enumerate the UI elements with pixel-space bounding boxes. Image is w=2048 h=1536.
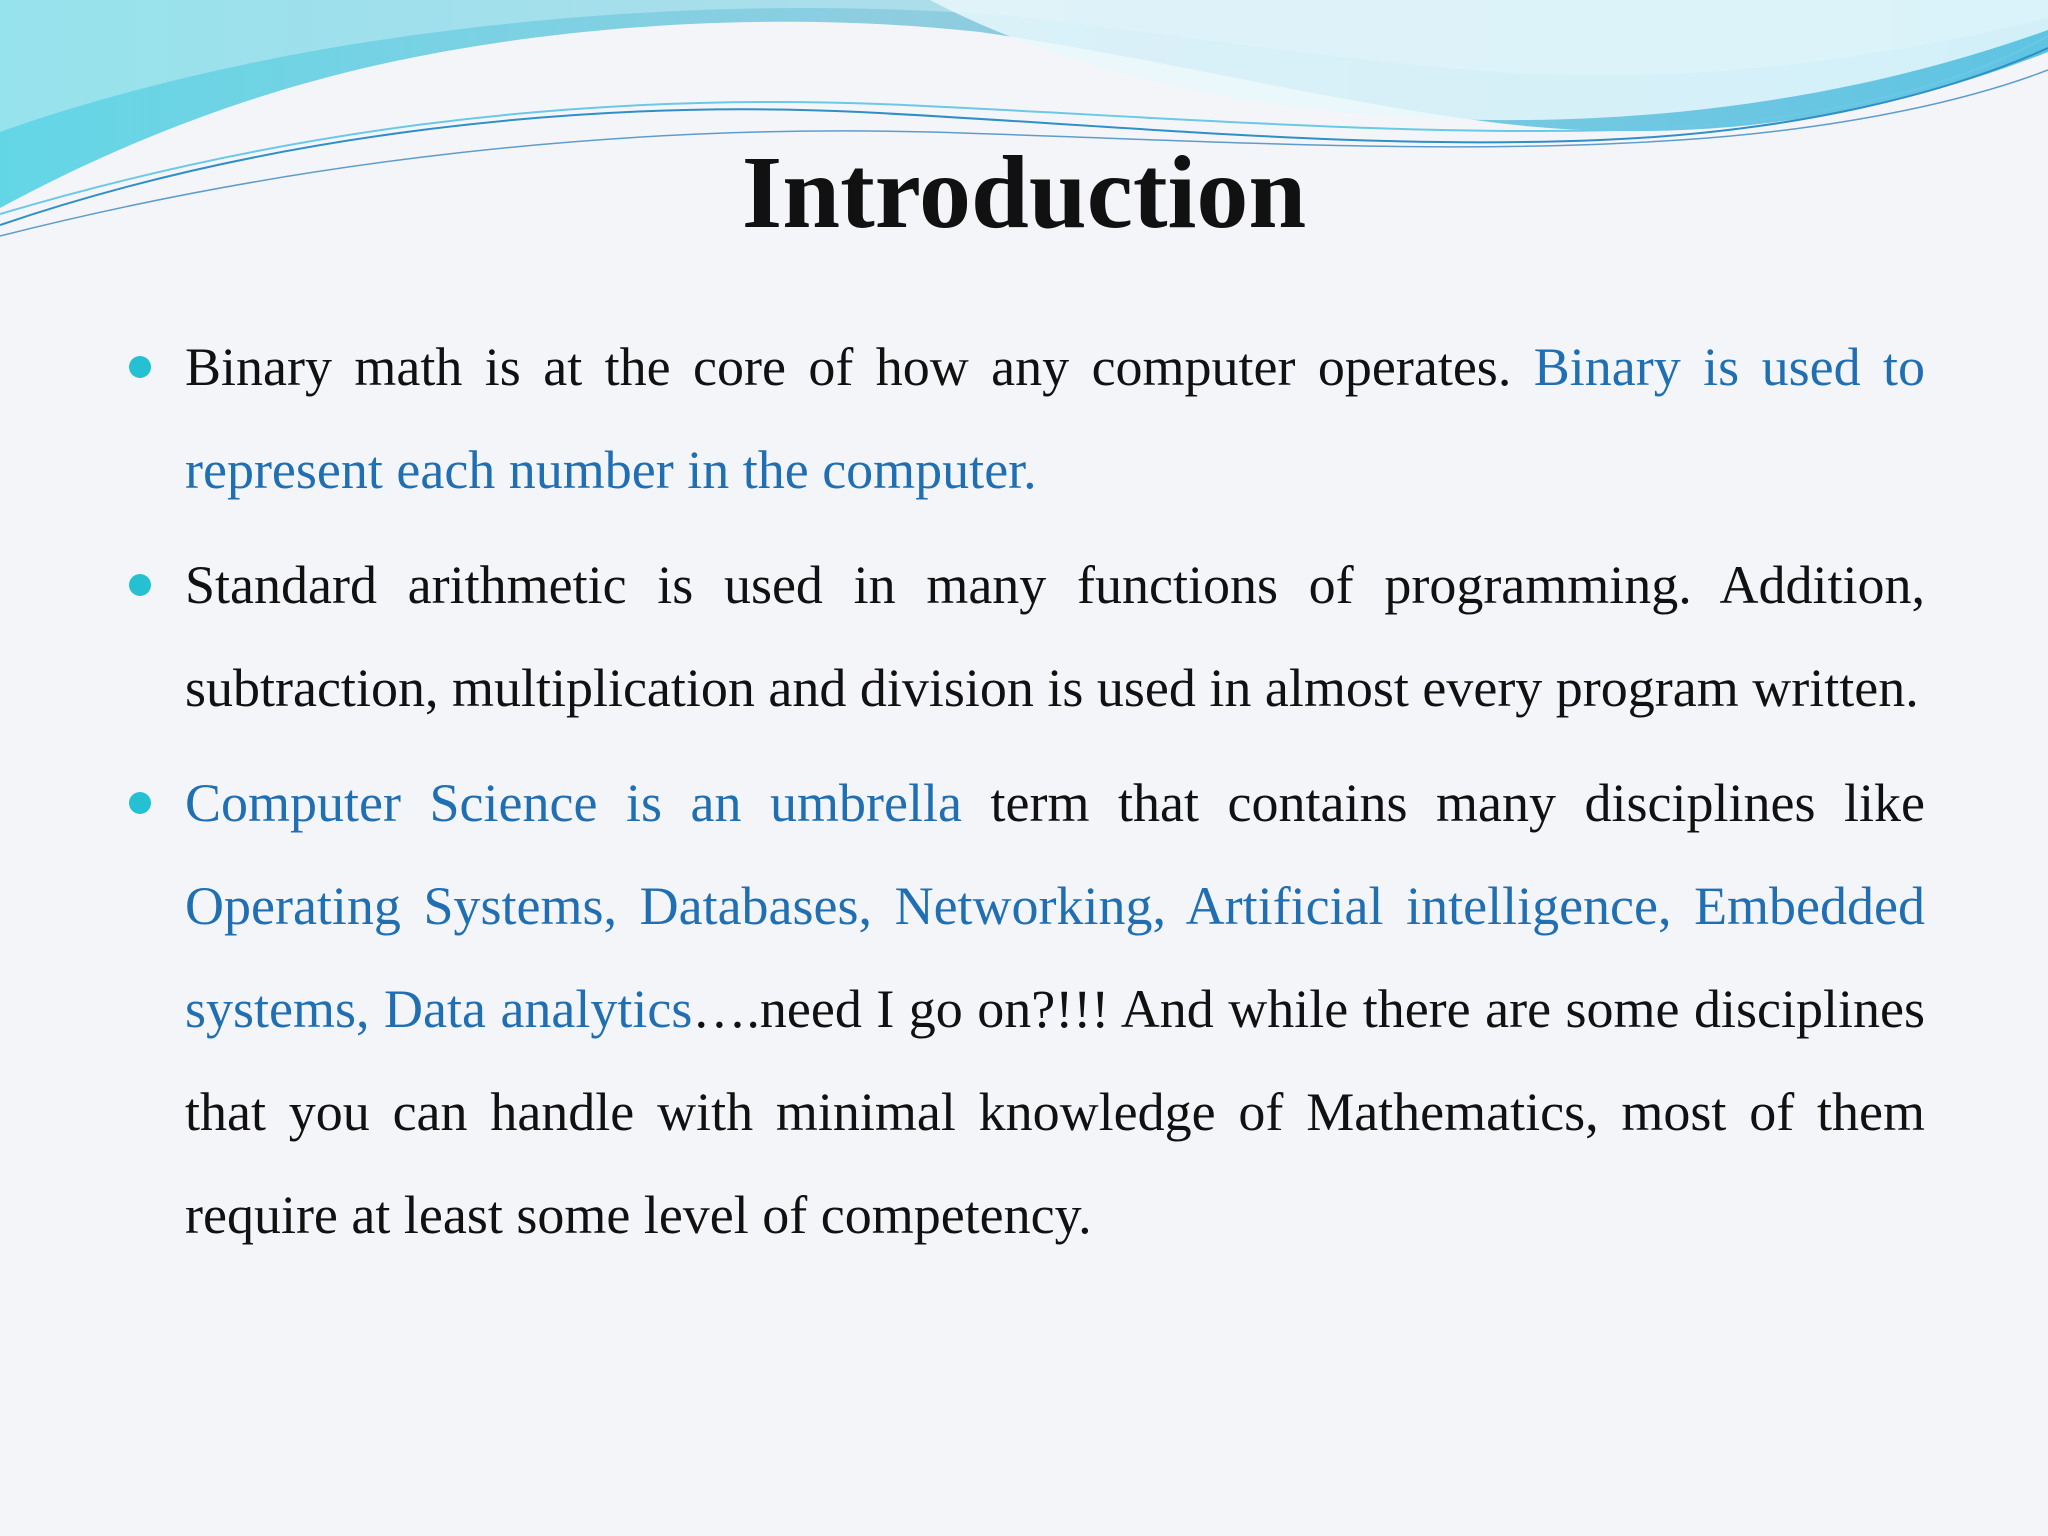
- bullet-dot-icon: [129, 574, 151, 596]
- bullet-text-highlight: Operating Systems, Databases, Networking, Artificial intelligence, Embedded systems, Data analytics: [185, 876, 1925, 1039]
- page-title: Introduction: [741, 135, 1307, 250]
- bullet-text: Standard arithmetic is used in many functions of programming. Addition, subtraction, multiplication and division is used in almost every program written.: [185, 555, 1925, 718]
- bullet-dot-icon: [129, 792, 151, 814]
- bullet-list: [185, 316, 1925, 1279]
- bullet-item-arithmetic: [185, 534, 1925, 740]
- bullet-text-highlight: Binary is used to represent each number in the computer.: [185, 337, 1925, 500]
- bullet-text: term that contains many disciplines like: [961, 773, 1925, 833]
- bullet-item-binary: [185, 316, 1925, 522]
- bullet-dot-icon: [129, 356, 151, 378]
- bullet-item-computer-science: [185, 752, 1925, 1267]
- bullet-text-highlight: Computer Science is an umbrella: [185, 773, 962, 833]
- bullet-text: ….need I go on?!!! And while there are some disciplines that you can handle with minimal knowledge of Mathematics, most of them require at least some level of competency.: [185, 979, 1925, 1245]
- bullet-text: Binary math is at the core of how any computer operates.: [185, 337, 1534, 397]
